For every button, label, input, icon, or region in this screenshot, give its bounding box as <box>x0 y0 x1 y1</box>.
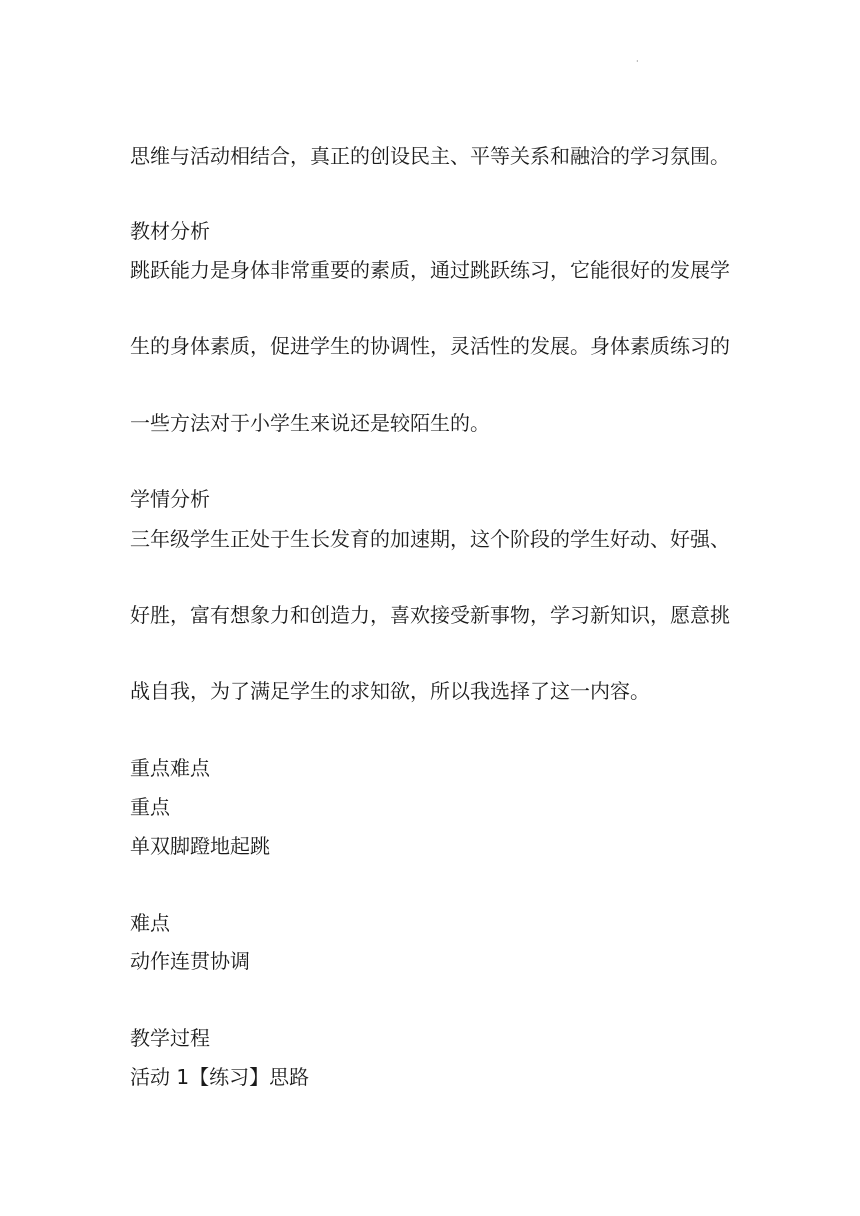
key-point-label: 重点 <box>130 795 170 819</box>
header-dot-mark: · <box>636 57 639 66</box>
student-analysis-line-3: 战自我，为了满足学生的求知欲，所以我选择了这一内容。 <box>130 679 650 703</box>
student-analysis-line-2: 好胜，富有想象力和创造力，喜欢接受新事物，学习新知识，愿意挑 <box>130 603 730 627</box>
textbook-analysis-line-1: 跳跃能力是身体非常重要的素质，通过跳跃练习，它能很好的发展学 <box>130 258 730 282</box>
difficulty-label: 难点 <box>130 911 170 935</box>
key-point-text: 单双脚蹬地起跳 <box>130 834 270 858</box>
textbook-analysis-line-2: 生的身体素质，促进学生的协调性，灵活性的发展。身体素质练习的 <box>130 334 730 358</box>
textbook-analysis-line-3: 一些方法对于小学生来说还是较陌生的。 <box>130 411 490 435</box>
intro-text-line: 思维与活动相结合，真正的创设民主、平等关系和融洽的学习氛围。 <box>130 144 730 168</box>
teaching-process-heading: 教学过程 <box>130 1026 210 1050</box>
student-analysis-heading: 学情分析 <box>130 487 210 511</box>
difficulty-text: 动作连贯协调 <box>130 949 250 973</box>
student-analysis-line-1: 三年级学生正处于生长发育的加速期，这个阶段的学生好动、好强、 <box>130 527 730 551</box>
textbook-analysis-heading: 教材分析 <box>130 219 210 243</box>
key-points-heading: 重点难点 <box>130 756 210 780</box>
activity-1-title: 活动 1【练习】思路 <box>130 1065 310 1089</box>
